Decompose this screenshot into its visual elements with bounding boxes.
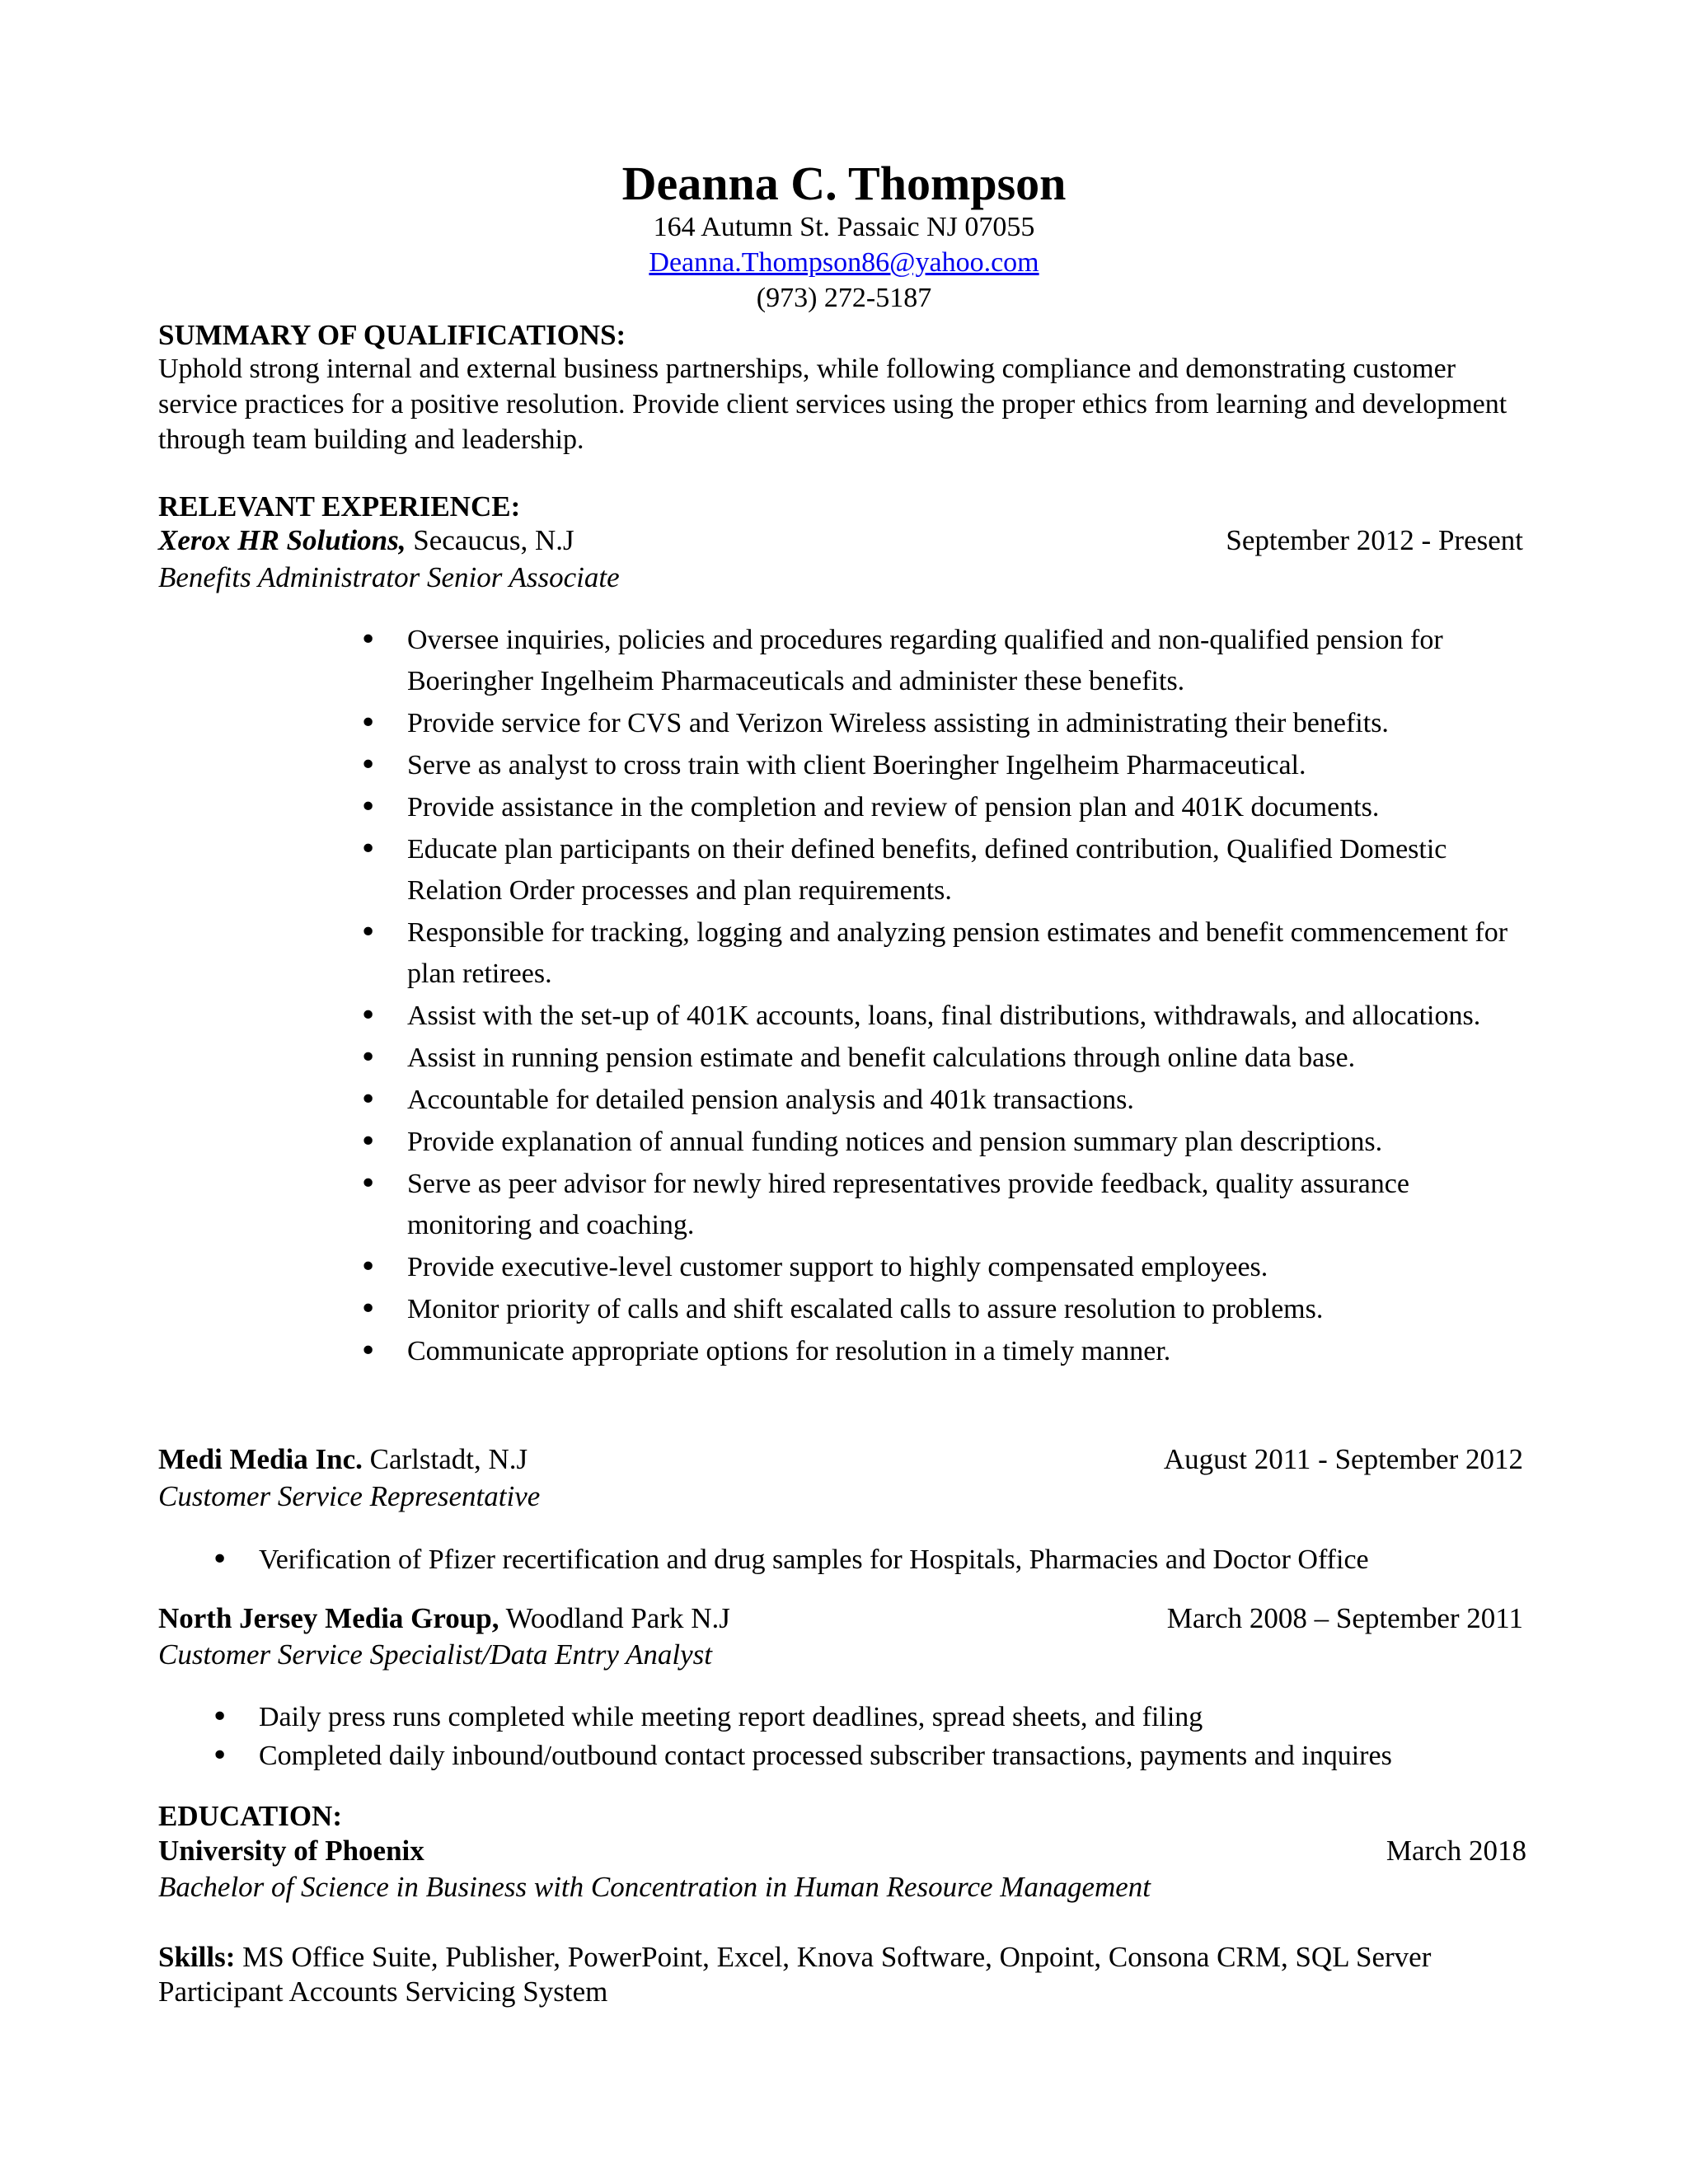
experience-heading: RELEVANT EXPERIENCE:: [158, 490, 521, 523]
job-title: Customer Service Representative: [158, 1480, 541, 1512]
job-location: Woodland Park N.J: [499, 1602, 730, 1634]
list-item: • Verification of Pfizer recertification and drug samples for Hospitals, Pharmacies and Doctor Office: [259, 1540, 1545, 1581]
list-item: • Completed daily inbound/outbound contact processed subscriber transactions, payments and inquires: [259, 1736, 1545, 1775]
skills-line-2: Participant Accounts Servicing System: [158, 1975, 608, 2008]
list-item: • Assist in running pension estimate and benefit calculations through online data base.: [407, 1038, 1536, 1079]
school-name: University of Phoenix: [158, 1835, 424, 1867]
job-bullets: [407, 620, 1536, 1373]
list-item: • Communicate appropriate options for resolution in a timely manner.: [407, 1331, 1536, 1372]
job-company: Xerox HR Solutions,: [158, 524, 406, 556]
job-dates: September 2012 - Present: [1226, 524, 1523, 556]
phone: (973) 272-5187: [756, 283, 932, 313]
list-item: • Provide assistance in the completion and review of pension plan and 401K documents.: [407, 787, 1536, 828]
email-row: [0, 245, 1688, 281]
list-item: • Serve as peer advisor for newly hired representatives provide feedback, quality assurance monitoring and coaching.: [407, 1164, 1536, 1246]
degree: Bachelor of Science in Business with Concentration in Human Resource Management: [158, 1871, 1151, 1903]
email-link[interactable]: Deanna.Thompson86@yahoo.com: [649, 247, 1039, 278]
education-date: March 2018: [1386, 1835, 1526, 1867]
list-item: • Daily press runs completed while meeting report deadlines, spread sheets, and filing: [259, 1698, 1545, 1736]
list-item: • Provide service for CVS and Verizon Wireless assisting in administrating their benefits.: [407, 703, 1536, 744]
skills-label: Skills:: [158, 1941, 236, 1973]
list-item: • Provide executive-level customer support to highly compensated employees.: [407, 1247, 1536, 1288]
address: 164 Autumn St. Passaic NJ 07055: [653, 212, 1035, 242]
job-company: Medi Media Inc.: [158, 1443, 363, 1475]
job-title: Customer Service Specialist/Data Entry Analyst: [158, 1638, 713, 1671]
job-company-row: [158, 523, 574, 559]
list-item: • Provide explanation of annual funding notices and pension summary plan descriptions.: [407, 1122, 1536, 1163]
list-item: • Oversee inquiries, policies and procedures regarding qualified and non-qualified pension for Boeringher Ingelheim Pharmaceuticals and administer these benefits.: [407, 620, 1536, 702]
list-item: • Monitor priority of calls and shift escalated calls to assure resolution to problems.: [407, 1289, 1536, 1330]
list-item: • Responsible for tracking, logging and analyzing pension estimates and benefit commencement for plan retirees.: [407, 912, 1536, 995]
job-title: Benefits Administrator Senior Associate: [158, 561, 620, 593]
job-bullets: [259, 1698, 1545, 1775]
summary-text: Uphold strong internal and external business partnerships, while following compliance and demonstrating customer service practices for a positive resolution. Provide client services using the proper ethics from learning and development through team building and leadership.: [158, 354, 1507, 455]
job-company: North Jersey Media Group,: [158, 1602, 499, 1634]
education-heading: EDUCATION:: [158, 1800, 342, 1832]
job-location: Secaucus, N.J: [406, 524, 574, 556]
job-dates: March 2008 – September 2011: [1166, 1602, 1523, 1634]
summary-heading: SUMMARY OF QUALIFICATIONS:: [158, 319, 626, 351]
skills-line-1: MS Office Suite, Publisher, PowerPoint, Excel, Knova Software, Onpoint, Consona CRM, SQL Server: [235, 1941, 1432, 1973]
list-item: • Assist with the set-up of 401K accounts, loans, final distributions, withdrawals, and allocations.: [407, 996, 1536, 1037]
job-location: Carlstadt, N.J: [362, 1443, 528, 1475]
candidate-name: Deanna C. Thompson: [621, 157, 1067, 210]
job-dates: August 2011 - September 2012: [1163, 1443, 1523, 1475]
list-item: • Accountable for detailed pension analysis and 401k transactions.: [407, 1080, 1536, 1121]
skills-row: [158, 1939, 1431, 1975]
job-bullets: [259, 1540, 1545, 1581]
job-company-row: [158, 1601, 730, 1637]
school-row: [158, 1833, 424, 1869]
list-item: • Educate plan participants on their defined benefits, defined contribution, Qualified Domestic Relation Order processes and plan requirements.: [407, 829, 1536, 912]
job-company-row: [158, 1441, 528, 1478]
list-item: • Serve as analyst to cross train with client Boeringher Ingelheim Pharmaceutical.: [407, 745, 1536, 786]
